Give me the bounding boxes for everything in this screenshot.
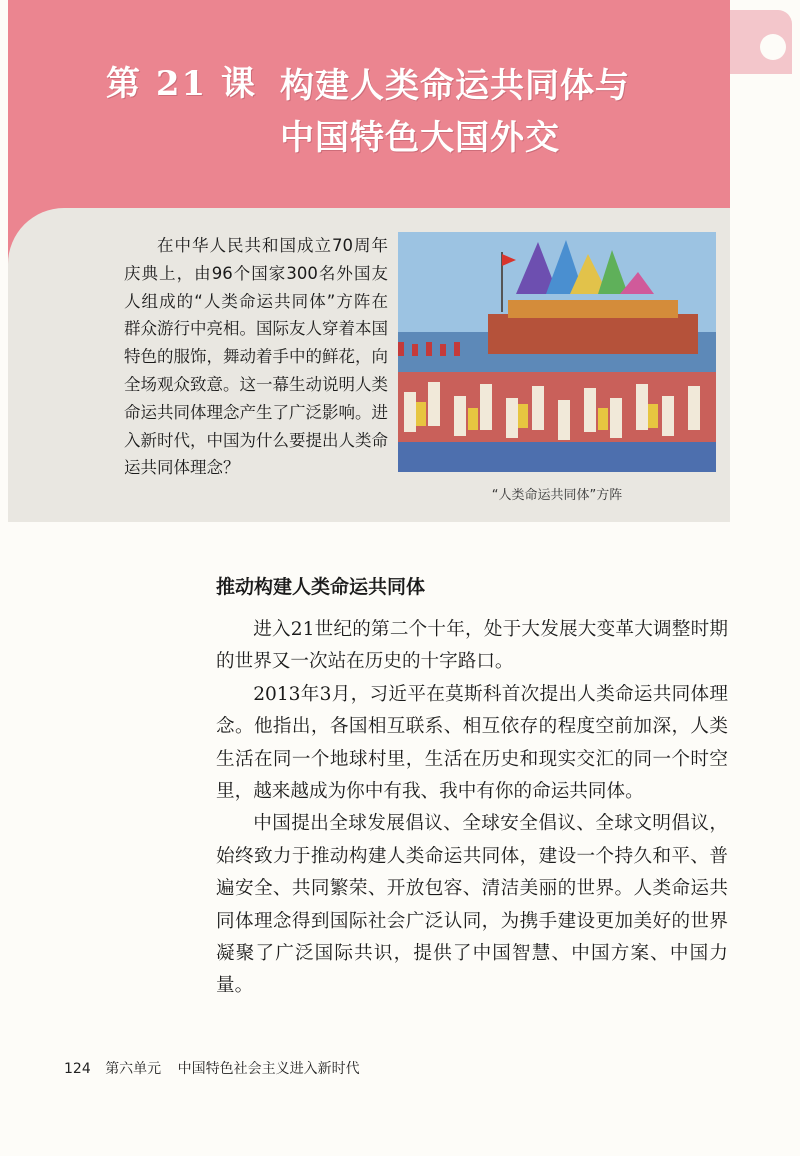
paragraph: 2013年3月，习近平在莫斯科首次提出人类命运共同体理念。他指出，各国相互联系、相互依存的程度空前加深，人类生活在同一个地球村里，生活在历史和现实交汇的同一个时空里，越来越成为你中有我、我中有你的命运共同体。 <box>216 683 728 803</box>
lesson-title-line-1: 构建人类命运共同体与 <box>280 66 630 106</box>
unit-label: 第六单元 <box>105 1061 162 1077</box>
lesson-number: 第 21 课 <box>106 64 257 104</box>
page-footer <box>64 1058 360 1078</box>
page-number: 124 <box>64 1061 91 1077</box>
unit-title: 中国特色社会主义进入新时代 <box>177 1061 360 1077</box>
parade-photo <box>398 232 716 472</box>
paragraph: 进入21世纪的第二个十年，处于大发展大变革大调整时期的世界又一次站在历史的十字路口。 <box>216 619 728 673</box>
paragraph: 中国提出全球发展倡议、全球安全倡议、全球文明倡议，始终致力于推动构建人类命运共同体，建设一个持久和平、普遍安全、共同繁荣、开放包容、清洁美丽的世界。人类命运共同体理念得到国际社会广泛认同，为携手建设更加美好的世界凝聚了广泛国际共识，提供了中国智慧、中国方案、中国力量。 <box>216 813 728 997</box>
body-text <box>216 614 728 1003</box>
intro-text: 在中华人民共和国成立70周年庆典上，由96个国家300名外国友人组成的“人类命运共同体”方阵在群众游行中亮相。国际友人穿着本国特色的服饰，舞动着手中的鲜花，向全场观众致意。这一幕生动说明人类命运共同体理念产生了广泛影响。进入新时代，中国为什么要提出人类命运共同体理念？ <box>124 236 388 478</box>
lesson-title-line-2: 中国特色大国外交 <box>280 118 560 158</box>
section-heading: 推动构建人类命运共同体 <box>216 576 426 598</box>
corner-tab-decoration <box>730 10 792 74</box>
photo-caption: “人类命运共同体”方阵 <box>491 488 623 503</box>
lesson-title <box>280 60 630 164</box>
